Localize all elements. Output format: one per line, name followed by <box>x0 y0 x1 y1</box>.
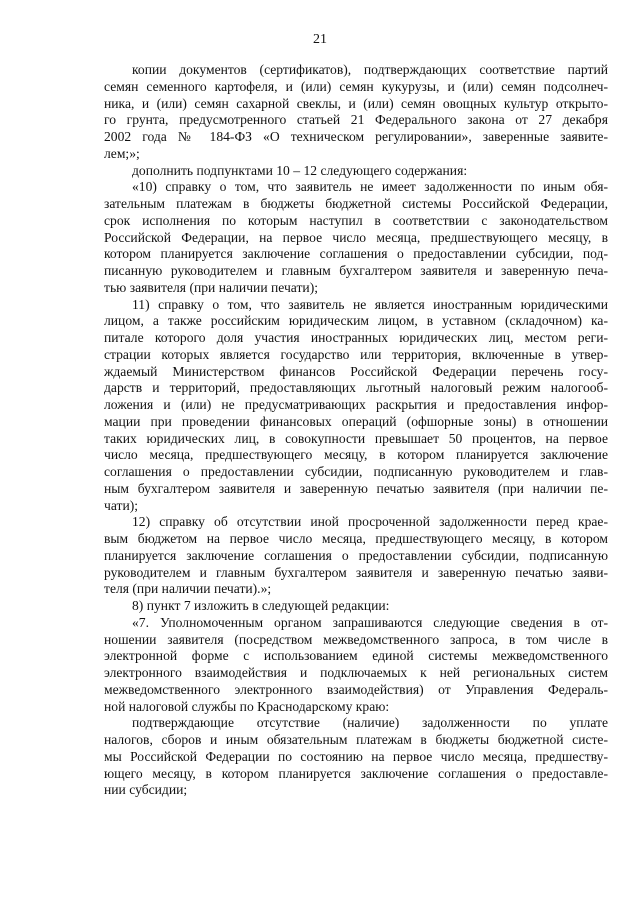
text-line: котором планируется заключение соглашения о предоставлении субсидии, под- <box>104 246 608 262</box>
text-line: мы Российской Федерации по состоянию на первое число месяца, предшеству- <box>104 748 608 764</box>
text-line: страции которых является государство или территория, включенные в утвер- <box>104 346 608 362</box>
text-line: электронной форме с использованием единой системы межведомственного <box>104 648 608 664</box>
text-line: теля (при наличии печати).»; <box>104 581 272 597</box>
text-line: дополнить подпунктами 10 – 12 следующего содержания: <box>132 162 468 178</box>
text-line: ждаемый Министерством финансов Российской Федерации перечень госу- <box>104 363 608 379</box>
text-line: «10) справку о том, что заявитель не имеет задолженности по иным обя- <box>132 179 608 195</box>
text-line: планируется заключение соглашения о предоставлении субсидии, подписанную <box>104 547 608 563</box>
text-line: ющего месяцу, в котором планируется заключение соглашения о предоставле- <box>104 765 608 781</box>
text-line: дарств и территорий, предоставляющих льготный налоговый режим налогооб- <box>104 380 608 396</box>
text-line: ношении заявителя (посредством межведомственного запроса, в том числе в <box>104 631 608 647</box>
text-line: срок исполнения по которым наступил в соответствии с законодательством <box>104 212 608 228</box>
text-line: ложения и (или) не предусматривающих раскрытия и предоставления инфор- <box>104 397 608 412</box>
text-line: подтверждающие отсутствие (наличие) задолженности по уплате <box>132 715 608 731</box>
text-line: ной налоговой службы по Краснодарскому краю: <box>104 698 390 714</box>
text-line: межведомственного электронного взаимодействия) от Управления Федераль- <box>104 681 608 697</box>
text-line: лем;»; <box>104 145 140 161</box>
text-line: число месяца, предшествующего месяцу, в котором планируется заключение <box>104 447 608 463</box>
text-line: чати); <box>104 497 139 513</box>
text-line: семян семенного картофеля, и (или) семян кукурузы, и (или) семян подсолнеч- <box>104 78 608 94</box>
text-line: «7. Уполномоченным органом запрашиваются следующие сведения в от- <box>132 614 608 630</box>
text-line: налогов, сборов и иным обязательным платежам в бюджеты бюджетной систе- <box>104 732 608 747</box>
text-line: питале которого доля участия иностранных юридических лиц, местом реги- <box>104 330 608 345</box>
text-line: ным бухгалтером заявителя и заверенную печатью заявителя (при наличии пе- <box>104 480 608 496</box>
text-line: электронного взаимодействия и подключаемых к ней региональных систем <box>104 665 608 680</box>
text-line: Российской Федерации, на первое число месяца, предшествующего месяцу, в <box>104 229 608 245</box>
text-line: таких юридических лиц, в совокупности превышает 50 процентов, на первое <box>104 430 608 446</box>
page-number: 21 <box>313 32 327 47</box>
text-line: соглашения о предоставлении субсидии, подписанную руководителем и глав- <box>104 464 608 479</box>
text-line: нии субсидии; <box>104 782 188 798</box>
text-line: тью заявителя (при наличии печати); <box>104 279 319 295</box>
text-line: руководителем и главным бухгалтером заявителя и заверенную печатью заяви- <box>104 564 608 580</box>
text-line: 2002 года № 184-ФЗ «О техническом регулировании», заверенные заявите- <box>104 129 608 144</box>
text-line: ника, и (или) семян сахарной свеклы, и (или) семян овощных культур открыто- <box>104 95 608 111</box>
text-line: 12) справку об отсутствии иной просроченной задолженности перед крае- <box>132 514 608 530</box>
text-line: мации при проведении финансовых операций (офшорные зоны) в отношении <box>104 413 608 429</box>
text-line: вым бюджетом на первое число месяца, предшествующего месяцу, в котором <box>104 531 608 546</box>
text-line: 11) справку о том, что заявитель не является иностранным юридическими <box>132 296 608 312</box>
text-line: го грунта, предусмотренного статьей 21 Федерального закона от 27 декабря <box>104 112 608 128</box>
text-line: писанную руководителем и главным бухгалтером заявителя и заверенную печа- <box>104 263 608 278</box>
text-line: копии документов (сертификатов), подтверждающих соответствие партий <box>132 62 608 77</box>
text-line: зательным платежам в бюджеты бюджетной системы Российской Федерации, <box>104 196 608 211</box>
document-body <box>104 62 608 799</box>
text-line: 8) пункт 7 изложить в следующей редакции: <box>132 598 390 613</box>
text-line: лицом, а также российским юридическим лицом, в уставном (складочном) ка- <box>104 313 608 329</box>
